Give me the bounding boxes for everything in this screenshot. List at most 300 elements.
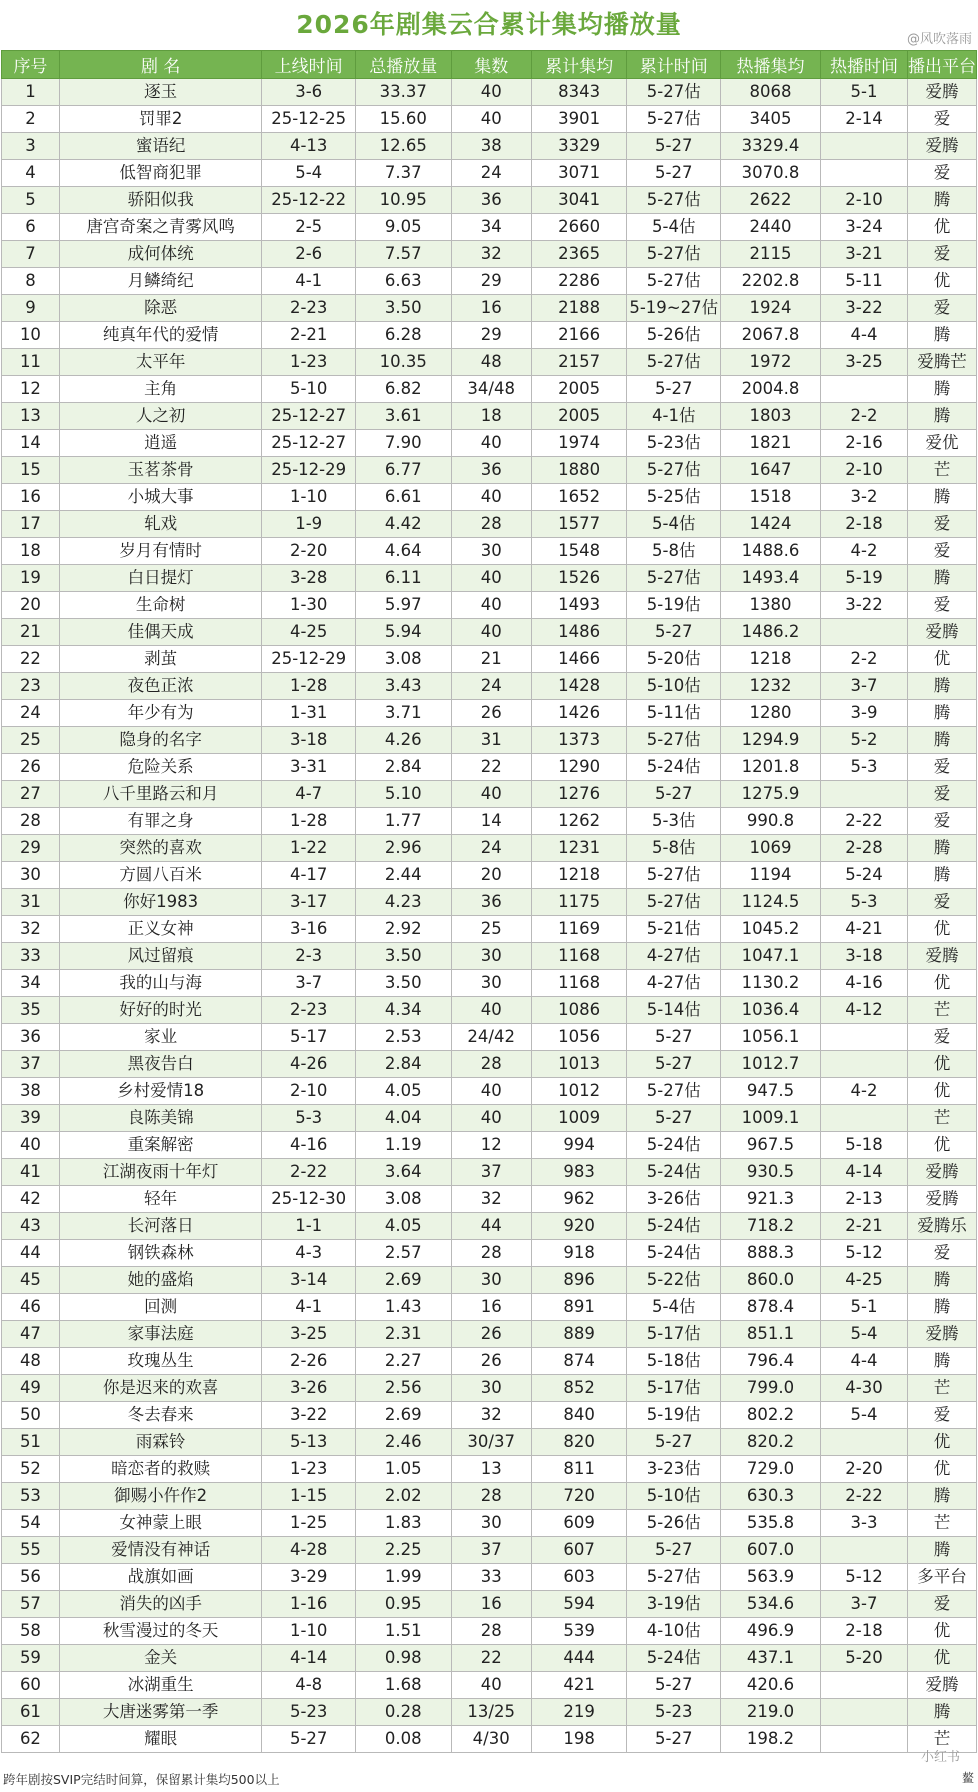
cell-peak-avg: 802.2	[720, 1402, 820, 1429]
cell-platform: 芒	[907, 997, 976, 1024]
cell-release-date: 5-17	[262, 1024, 355, 1051]
cell-rank: 14	[2, 430, 60, 457]
cell-platform: 优	[907, 268, 976, 295]
cell-release-date: 3-31	[262, 754, 355, 781]
cell-cumulative-date: 4-27估	[627, 970, 720, 997]
cell-cumulative-avg: 1086	[531, 997, 627, 1024]
cell-cumulative-avg: 1486	[531, 619, 627, 646]
cell-episodes: 38	[451, 133, 531, 160]
cell-episodes: 12	[451, 1132, 531, 1159]
cell-title: 夜色正浓	[59, 673, 262, 700]
cell-platform: 腾	[907, 187, 976, 214]
cell-cumulative-avg: 918	[531, 1240, 627, 1267]
cell-peak-date: 2-14	[821, 106, 908, 133]
cell-title: 唐宫奇案之青雾风鸣	[59, 214, 262, 241]
cell-cumulative-date: 5-11估	[627, 700, 720, 727]
cell-total-plays: 12.65	[355, 133, 451, 160]
cell-rank: 34	[2, 970, 60, 997]
cell-platform: 爱	[907, 1240, 976, 1267]
cell-cumulative-date: 5-27	[627, 1051, 720, 1078]
cell-peak-date: 2-16	[821, 430, 908, 457]
cell-episodes: 13/25	[451, 1699, 531, 1726]
cell-cumulative-date: 5-8估	[627, 835, 720, 862]
cell-release-date: 4-25	[262, 619, 355, 646]
cell-cumulative-date: 5-27	[627, 160, 720, 187]
cell-cumulative-date: 5-24估	[627, 1213, 720, 1240]
table-row	[2, 997, 977, 1024]
cell-peak-avg: 967.5	[720, 1132, 820, 1159]
cell-rank: 50	[2, 1402, 60, 1429]
cell-title: 冰湖重生	[59, 1672, 262, 1699]
cell-title: 消失的凶手	[59, 1591, 262, 1618]
table-row	[2, 1321, 977, 1348]
cell-episodes: 30	[451, 538, 531, 565]
cell-cumulative-date: 3-19估	[627, 1591, 720, 1618]
cell-title: 暗恋者的救赎	[59, 1456, 262, 1483]
cell-release-date: 1-30	[262, 592, 355, 619]
cell-title: 风过留痕	[59, 943, 262, 970]
cell-cumulative-avg: 891	[531, 1294, 627, 1321]
cell-episodes: 4/30	[451, 1726, 531, 1753]
cell-cumulative-avg: 1009	[531, 1105, 627, 1132]
cell-cumulative-date: 5-8估	[627, 538, 720, 565]
cell-release-date: 5-23	[262, 1699, 355, 1726]
cell-cumulative-avg: 994	[531, 1132, 627, 1159]
cell-platform: 芒	[907, 1375, 976, 1402]
table-row	[2, 727, 977, 754]
cell-total-plays: 6.77	[355, 457, 451, 484]
cell-release-date: 25-12-22	[262, 187, 355, 214]
cell-peak-avg: 930.5	[720, 1159, 820, 1186]
cell-rank: 2	[2, 106, 60, 133]
cell-title: 乡村爱情18	[59, 1078, 262, 1105]
cell-cumulative-date: 5-19~27估	[627, 295, 720, 322]
cell-peak-avg: 1518	[720, 484, 820, 511]
cell-peak-date	[821, 1726, 908, 1753]
cell-rank: 48	[2, 1348, 60, 1375]
cell-release-date: 3-25	[262, 1321, 355, 1348]
table-row	[2, 268, 977, 295]
table-row	[2, 160, 977, 187]
cell-release-date: 3-22	[262, 1402, 355, 1429]
cell-cumulative-date: 5-4估	[627, 511, 720, 538]
cell-peak-avg: 1488.6	[720, 538, 820, 565]
cell-peak-date: 4-21	[821, 916, 908, 943]
cell-cumulative-date: 4-27估	[627, 943, 720, 970]
cell-cumulative-date: 5-19估	[627, 1402, 720, 1429]
cell-peak-avg: 1124.5	[720, 889, 820, 916]
cell-cumulative-avg: 889	[531, 1321, 627, 1348]
cell-platform: 爱	[907, 1591, 976, 1618]
cell-peak-avg: 2440	[720, 214, 820, 241]
cell-peak-avg: 1194	[720, 862, 820, 889]
cell-rank: 18	[2, 538, 60, 565]
cell-total-plays: 4.26	[355, 727, 451, 754]
cell-peak-avg: 851.1	[720, 1321, 820, 1348]
cell-episodes: 24/42	[451, 1024, 531, 1051]
cell-platform: 爱	[907, 1402, 976, 1429]
cell-total-plays: 4.64	[355, 538, 451, 565]
cell-release-date: 3-7	[262, 970, 355, 997]
cell-release-date: 1-10	[262, 1618, 355, 1645]
cell-peak-date	[821, 1051, 908, 1078]
cell-release-date: 1-16	[262, 1591, 355, 1618]
header-rank: 序号	[2, 51, 60, 79]
cell-peak-avg: 563.9	[720, 1564, 820, 1591]
cell-title: 月鳞绮纪	[59, 268, 262, 295]
cell-platform: 芒	[907, 1510, 976, 1537]
cell-platform: 腾	[907, 727, 976, 754]
table-row	[2, 538, 977, 565]
cell-total-plays: 7.90	[355, 430, 451, 457]
cell-cumulative-avg: 3041	[531, 187, 627, 214]
cell-episodes: 21	[451, 646, 531, 673]
cell-cumulative-avg: 720	[531, 1483, 627, 1510]
cell-total-plays: 2.44	[355, 862, 451, 889]
cell-cumulative-date: 5-23估	[627, 430, 720, 457]
cell-platform: 芒	[907, 1726, 976, 1753]
cell-cumulative-date: 5-25估	[627, 484, 720, 511]
cell-peak-date	[821, 619, 908, 646]
cell-cumulative-date: 5-24估	[627, 1159, 720, 1186]
cell-rank: 56	[2, 1564, 60, 1591]
cell-cumulative-avg: 920	[531, 1213, 627, 1240]
table-row	[2, 1510, 977, 1537]
cell-episodes: 44	[451, 1213, 531, 1240]
cell-platform: 腾	[907, 484, 976, 511]
cell-title: 秋雪漫过的冬天	[59, 1618, 262, 1645]
header-episodes: 集数	[451, 51, 531, 79]
cell-cumulative-avg: 1466	[531, 646, 627, 673]
cell-rank: 52	[2, 1456, 60, 1483]
table-row	[2, 943, 977, 970]
cell-cumulative-date: 5-27	[627, 619, 720, 646]
cell-release-date: 1-22	[262, 835, 355, 862]
cell-platform: 爱腾	[907, 1159, 976, 1186]
cell-cumulative-avg: 1012	[531, 1078, 627, 1105]
cell-cumulative-date: 5-3估	[627, 808, 720, 835]
cell-title: 良陈美锦	[59, 1105, 262, 1132]
cell-peak-avg: 1130.2	[720, 970, 820, 997]
cell-title: 逐玉	[59, 79, 262, 106]
cell-peak-avg: 729.0	[720, 1456, 820, 1483]
cell-peak-avg: 2202.8	[720, 268, 820, 295]
cell-release-date: 4-1	[262, 1294, 355, 1321]
cell-peak-date	[821, 1024, 908, 1051]
cell-cumulative-avg: 1168	[531, 943, 627, 970]
cell-peak-date: 2-28	[821, 835, 908, 862]
cell-peak-avg: 1056.1	[720, 1024, 820, 1051]
cell-cumulative-date: 5-27估	[627, 79, 720, 106]
cell-platform: 优	[907, 916, 976, 943]
cell-title: 纯真年代的爱情	[59, 322, 262, 349]
cell-peak-date: 5-12	[821, 1240, 908, 1267]
cell-peak-date: 4-25	[821, 1267, 908, 1294]
cell-rank: 35	[2, 997, 60, 1024]
cell-cumulative-avg: 1548	[531, 538, 627, 565]
cell-peak-date	[821, 1429, 908, 1456]
cell-platform: 爱	[907, 754, 976, 781]
cell-cumulative-avg: 1880	[531, 457, 627, 484]
cell-platform: 爱	[907, 106, 976, 133]
cell-cumulative-date: 3-23估	[627, 1456, 720, 1483]
cell-title: 女神蒙上眼	[59, 1510, 262, 1537]
cell-platform: 爱腾	[907, 619, 976, 646]
cell-release-date: 1-28	[262, 673, 355, 700]
cell-platform: 爱	[907, 1024, 976, 1051]
cell-episodes: 30	[451, 943, 531, 970]
cell-release-date: 5-4	[262, 160, 355, 187]
cell-total-plays: 2.69	[355, 1402, 451, 1429]
table-row	[2, 1564, 977, 1591]
cell-rank: 54	[2, 1510, 60, 1537]
cell-cumulative-avg: 2188	[531, 295, 627, 322]
cell-cumulative-avg: 1056	[531, 1024, 627, 1051]
cell-cumulative-date: 5-22估	[627, 1267, 720, 1294]
cell-release-date: 2-3	[262, 943, 355, 970]
cell-rank: 45	[2, 1267, 60, 1294]
cell-title: 你是迟来的欢喜	[59, 1375, 262, 1402]
cell-title: 罚罪2	[59, 106, 262, 133]
cell-total-plays: 0.28	[355, 1699, 451, 1726]
cell-release-date: 25-12-29	[262, 457, 355, 484]
cell-cumulative-avg: 840	[531, 1402, 627, 1429]
cell-cumulative-avg: 3901	[531, 106, 627, 133]
cell-release-date: 4-28	[262, 1537, 355, 1564]
cell-platform: 优	[907, 970, 976, 997]
cell-rank: 15	[2, 457, 60, 484]
cell-title: 家事法庭	[59, 1321, 262, 1348]
cell-release-date: 4-3	[262, 1240, 355, 1267]
cell-peak-date: 2-20	[821, 1456, 908, 1483]
cell-episodes: 40	[451, 1672, 531, 1699]
cell-peak-date	[821, 1105, 908, 1132]
cell-total-plays: 2.96	[355, 835, 451, 862]
cell-cumulative-date: 5-27	[627, 781, 720, 808]
table-row	[2, 295, 977, 322]
cell-total-plays: 0.08	[355, 1726, 451, 1753]
table-row	[2, 106, 977, 133]
cell-peak-date	[821, 376, 908, 403]
table-row	[2, 916, 977, 943]
cell-title: 成何体统	[59, 241, 262, 268]
cell-cumulative-avg: 2005	[531, 403, 627, 430]
cell-platform: 爱优	[907, 430, 976, 457]
cell-release-date: 4-8	[262, 1672, 355, 1699]
cell-cumulative-avg: 1013	[531, 1051, 627, 1078]
cell-peak-avg: 1012.7	[720, 1051, 820, 1078]
cell-title: 生命树	[59, 592, 262, 619]
cell-total-plays: 1.05	[355, 1456, 451, 1483]
cell-release-date: 1-23	[262, 349, 355, 376]
cell-peak-date: 4-2	[821, 1078, 908, 1105]
cell-peak-date: 2-10	[821, 457, 908, 484]
table-row	[2, 808, 977, 835]
cell-release-date: 3-18	[262, 727, 355, 754]
cell-title: 回测	[59, 1294, 262, 1321]
cell-cumulative-date: 5-24估	[627, 1132, 720, 1159]
cell-peak-avg: 1380	[720, 592, 820, 619]
cell-title: 方圆八百米	[59, 862, 262, 889]
cell-cumulative-avg: 1426	[531, 700, 627, 727]
cell-peak-date: 5-4	[821, 1402, 908, 1429]
cell-release-date: 2-5	[262, 214, 355, 241]
cell-episodes: 40	[451, 430, 531, 457]
cell-release-date: 1-25	[262, 1510, 355, 1537]
cell-rank: 33	[2, 943, 60, 970]
cell-peak-date: 2-18	[821, 511, 908, 538]
cell-cumulative-avg: 2157	[531, 349, 627, 376]
cell-peak-date	[821, 1537, 908, 1564]
cell-title: 小城大事	[59, 484, 262, 511]
cell-rank: 59	[2, 1645, 60, 1672]
header-platform: 播出平台	[907, 51, 976, 79]
table-row	[2, 646, 977, 673]
cell-episodes: 40	[451, 781, 531, 808]
cell-episodes: 40	[451, 1078, 531, 1105]
cell-peak-avg: 1821	[720, 430, 820, 457]
cell-cumulative-avg: 609	[531, 1510, 627, 1537]
cell-peak-avg: 1972	[720, 349, 820, 376]
cell-peak-avg: 1045.2	[720, 916, 820, 943]
cell-total-plays: 1.68	[355, 1672, 451, 1699]
cell-rank: 47	[2, 1321, 60, 1348]
cell-title: 白日提灯	[59, 565, 262, 592]
cell-title: 黑夜告白	[59, 1051, 262, 1078]
cell-peak-date: 3-22	[821, 592, 908, 619]
cell-platform: 芒	[907, 1105, 976, 1132]
cell-total-plays: 2.57	[355, 1240, 451, 1267]
table-row	[2, 1240, 977, 1267]
cell-episodes: 40	[451, 106, 531, 133]
cell-rank: 5	[2, 187, 60, 214]
cell-total-plays: 4.05	[355, 1078, 451, 1105]
cell-cumulative-avg: 1175	[531, 889, 627, 916]
cell-episodes: 13	[451, 1456, 531, 1483]
cell-peak-date: 2-2	[821, 403, 908, 430]
cell-total-plays: 0.98	[355, 1645, 451, 1672]
cell-title: 除恶	[59, 295, 262, 322]
cell-total-plays: 4.05	[355, 1213, 451, 1240]
cell-peak-date: 5-3	[821, 754, 908, 781]
cell-rank: 1	[2, 79, 60, 106]
cell-platform: 腾	[907, 1267, 976, 1294]
cell-peak-avg: 496.9	[720, 1618, 820, 1645]
cell-total-plays: 6.82	[355, 376, 451, 403]
cell-peak-avg: 860.0	[720, 1267, 820, 1294]
cell-title: 岁月有情时	[59, 538, 262, 565]
cell-title: 轧戏	[59, 511, 262, 538]
cell-cumulative-date: 5-21估	[627, 916, 720, 943]
table-row	[2, 133, 977, 160]
cell-total-plays: 1.51	[355, 1618, 451, 1645]
cell-platform: 腾	[907, 1483, 976, 1510]
cell-cumulative-avg: 1493	[531, 592, 627, 619]
cell-platform: 爱	[907, 295, 976, 322]
table-row	[2, 592, 977, 619]
cell-cumulative-avg: 1577	[531, 511, 627, 538]
cell-release-date: 1-31	[262, 700, 355, 727]
cell-peak-date: 3-22	[821, 295, 908, 322]
cell-platform: 腾	[907, 565, 976, 592]
cell-peak-date: 5-11	[821, 268, 908, 295]
cell-title: 雨霖铃	[59, 1429, 262, 1456]
cell-total-plays: 2.69	[355, 1267, 451, 1294]
cell-platform: 腾	[907, 1537, 976, 1564]
cell-total-plays: 1.77	[355, 808, 451, 835]
cell-episodes: 30	[451, 1375, 531, 1402]
cell-rank: 60	[2, 1672, 60, 1699]
page-title: 2026年剧集云合累计集均播放量	[296, 10, 682, 39]
table-row	[2, 1186, 977, 1213]
cell-title: 冬去春来	[59, 1402, 262, 1429]
cell-total-plays: 2.31	[355, 1321, 451, 1348]
cell-episodes: 22	[451, 754, 531, 781]
cell-peak-date: 5-3	[821, 889, 908, 916]
table-row	[2, 835, 977, 862]
cell-peak-date: 2-13	[821, 1186, 908, 1213]
cell-platform: 腾	[907, 376, 976, 403]
cell-total-plays: 6.63	[355, 268, 451, 295]
cell-cumulative-date: 5-10估	[627, 673, 720, 700]
cell-total-plays: 4.04	[355, 1105, 451, 1132]
table-row	[2, 1132, 977, 1159]
cell-release-date: 4-16	[262, 1132, 355, 1159]
cell-release-date: 3-16	[262, 916, 355, 943]
table-row	[2, 1618, 977, 1645]
cell-episodes: 22	[451, 1645, 531, 1672]
cell-episodes: 28	[451, 1051, 531, 1078]
cell-total-plays: 3.71	[355, 700, 451, 727]
cell-episodes: 32	[451, 1186, 531, 1213]
cell-release-date: 3-26	[262, 1375, 355, 1402]
cell-rank: 30	[2, 862, 60, 889]
cell-episodes: 40	[451, 484, 531, 511]
cell-total-plays: 9.05	[355, 214, 451, 241]
cell-peak-avg: 947.5	[720, 1078, 820, 1105]
cell-title: 江湖夜雨十年灯	[59, 1159, 262, 1186]
cell-release-date: 25-12-30	[262, 1186, 355, 1213]
cell-peak-date: 5-18	[821, 1132, 908, 1159]
cell-peak-date: 3-21	[821, 241, 908, 268]
cell-total-plays: 5.97	[355, 592, 451, 619]
cell-total-plays: 4.23	[355, 889, 451, 916]
cell-episodes: 40	[451, 565, 531, 592]
cell-cumulative-avg: 1218	[531, 862, 627, 889]
cell-total-plays: 10.95	[355, 187, 451, 214]
cell-rank: 49	[2, 1375, 60, 1402]
cell-peak-date: 5-19	[821, 565, 908, 592]
cell-peak-avg: 990.8	[720, 808, 820, 835]
cell-peak-avg: 1803	[720, 403, 820, 430]
cell-release-date: 2-20	[262, 538, 355, 565]
cell-peak-avg: 921.3	[720, 1186, 820, 1213]
cell-title: 人之初	[59, 403, 262, 430]
cell-episodes: 32	[451, 241, 531, 268]
cell-peak-avg: 1201.8	[720, 754, 820, 781]
table-row	[2, 1429, 977, 1456]
cell-title: 金关	[59, 1645, 262, 1672]
cell-peak-date	[821, 133, 908, 160]
cell-release-date: 25-12-25	[262, 106, 355, 133]
cell-episodes: 30/37	[451, 1429, 531, 1456]
cell-total-plays: 10.35	[355, 349, 451, 376]
cell-cumulative-date: 5-27估	[627, 187, 720, 214]
cell-platform: 爱腾	[907, 943, 976, 970]
cell-peak-avg: 1647	[720, 457, 820, 484]
cell-cumulative-avg: 820	[531, 1429, 627, 1456]
cell-episodes: 48	[451, 349, 531, 376]
